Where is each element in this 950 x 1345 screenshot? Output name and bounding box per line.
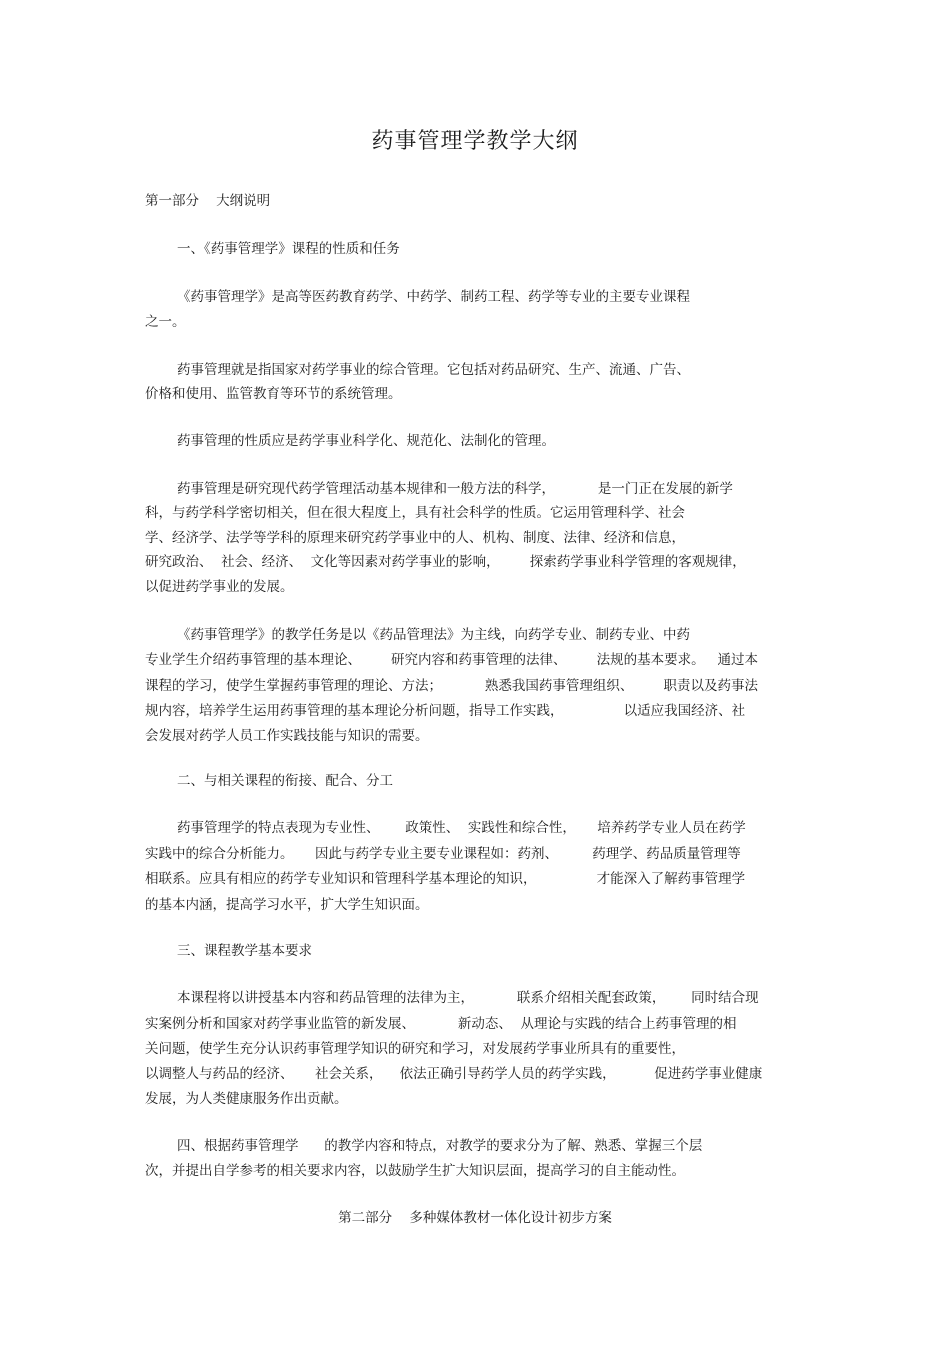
page-title: 药事管理学教学大纲 [371,129,579,154]
paragraph-line: 本课程将以讲授基本内容和药品管理的法律为主， 联系介绍相关配套政策， 同时结合现 [177,990,759,1006]
paragraph-line: 研究政治、 社会、经济、 文化等因素对药学事业的影响， 探索药学事业科学管理的客观规律， [145,554,746,570]
paragraph-line: 的基本内涵，提高学习水平，扩大学生知识面。 [145,897,429,913]
paragraph-line: 之一。 [145,314,186,330]
section-heading-1: 一、《药事管理学》课程的性质和任务 [177,241,400,257]
paragraph-line: 药事管理的性质应是药学事业科学化、规范化、法制化的管理。 [177,433,555,449]
paragraph-line: 《药事管理学》的教学任务是以《药品管理法》为主线，向药学专业、制药专业、中药 [177,627,690,643]
paragraph-line: 价格和使用、监管教育等环节的系统管理。 [145,386,402,402]
part1-heading: 第一部分 大纲说明 [145,193,271,209]
paragraph-line: 发展，为人类健康服务作出贡献。 [145,1091,348,1107]
paragraph-line: 以促进药学事业的发展。 [145,579,294,595]
paragraph-line: 《药事管理学》是高等医药教育药学、中药学、制药工程、药学等专业的主要专业课程 [177,289,690,305]
paragraph-line: 会发展对药学人员工作实践技能与知识的需要。 [145,728,429,744]
paragraph-line: 次，并提出自学参考的相关要求内容，以鼓励学生扩大知识层面，提高学习的自主能动性。 [145,1163,685,1179]
paragraph-line: 关问题，使学生充分认识药事管理学知识的研究和学习，对发展药学事业所具有的重要性， [145,1041,685,1057]
paragraph-line: 药事管理就是指国家对药学事业的综合管理。它包括对药品研究、生产、流通、广告、 [177,362,690,378]
section-heading-3: 三、课程教学基本要求 [177,943,312,959]
paragraph-line: 实案例分析和国家对药学事业监管的新发展、 新动态、 从理论与实践的结合上药事管理的相 [145,1016,737,1032]
paragraph-line: 课程的学习，使学生掌握药事管理的理论、方法； 熟悉我国药事管理组织、 职责以及药事法 [145,678,758,694]
part2-heading: 第二部分 多种媒体教材一体化设计初步方案 [338,1210,612,1226]
paragraph-line: 药事管理是研究现代药学管理活动基本规律和一般方法的科学， 是一门正在发展的新学 [177,481,733,497]
paragraph-line: 规内容，培养学生运用药事管理的基本理论分析问题，指导工作实践， 以适应我国经济、社 [145,703,746,719]
paragraph-line: 相联系。应具有相应的药学专业知识和管理科学基本理论的知识， 才能深入了解药事管理学 [145,871,746,887]
paragraph-line: 药事管理学的特点表现为专业性、 政策性、 实践性和综合性， 培养药学专业人员在药学 [177,820,746,836]
paragraph-line: 以调整人与药品的经济、 社会关系， 依法正确引导药学人员的药学实践， 促进药学事业健康 [145,1066,763,1082]
paragraph-line: 科，与药学科学密切相关，但在很大程度上，具有社会科学的性质。它运用管理科学、社会 [145,505,685,521]
paragraph-line: 专业学生介绍药事管理的基本理论、 研究内容和药事管理的法律、 法规的基本要求。 通过本 [145,652,758,668]
section-heading-2: 二、与相关课程的衔接、配合、分工 [177,773,393,789]
section-heading-4: 四、根据药事管理学 的教学内容和特点，对教学的要求分为了解、熟悉、掌握三个层 [177,1138,703,1154]
paragraph-line: 学、经济学、法学等学科的原理来研究药学事业中的人、机构、制度、法律、经济和信息， [145,530,685,546]
paragraph-line: 实践中的综合分析能力。 因此与药学专业主要专业课程如：药剂、 药理学、药品质量管理等 [145,846,741,862]
